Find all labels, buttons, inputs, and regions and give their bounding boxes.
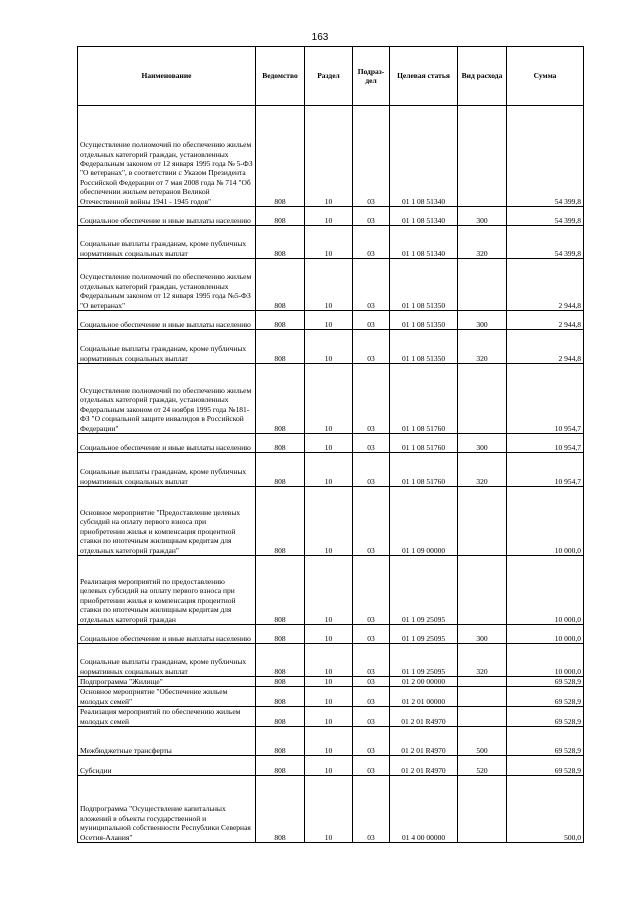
cell-subsection: 03 — [353, 756, 390, 776]
cell-target: 01 1 08 51350 — [390, 259, 458, 311]
cell-target: 01 1 09 25095 — [390, 625, 458, 644]
cell-expense — [458, 707, 507, 727]
cell-subsection: 03 — [353, 727, 390, 756]
cell-section: 10 — [305, 330, 353, 364]
cell-target: 01 1 08 51350 — [390, 330, 458, 364]
header-amount: Сумма — [507, 47, 584, 106]
table-row — [78, 207, 584, 226]
cell-name: Социальное обеспечение и иные выплаты населению — [78, 434, 256, 453]
cell-dept: 808 — [256, 106, 305, 207]
cell-dept: 808 — [256, 207, 305, 226]
cell-section: 10 — [305, 556, 353, 625]
table-row — [78, 311, 584, 330]
table-row — [78, 677, 584, 687]
cell-expense: 520 — [458, 756, 507, 776]
cell-expense: 320 — [458, 330, 507, 364]
cell-section: 10 — [305, 207, 353, 226]
cell-subsection: 03 — [353, 311, 390, 330]
table-row — [78, 226, 584, 259]
table-row — [78, 644, 584, 677]
cell-section: 10 — [305, 625, 353, 644]
cell-name: Реализация мероприятий по обеспечению жильем молодых семей — [78, 707, 256, 727]
cell-expense: 300 — [458, 625, 507, 644]
cell-expense: 320 — [458, 226, 507, 259]
cell-dept: 808 — [256, 756, 305, 776]
cell-section: 10 — [305, 776, 353, 843]
cell-section: 10 — [305, 311, 353, 330]
cell-subsection: 03 — [353, 259, 390, 311]
cell-amount: 54 399,8 — [507, 226, 584, 259]
cell-target: 01 2 01 R4970 — [390, 756, 458, 776]
cell-name: Осуществление полномочий по обеспечению жильем отдельных категорий граждан, установленных Федеральным законом от 24 ноября 1995 года №181-ФЗ "О социальной защите инвалидов в Российской Федерации" — [78, 364, 256, 434]
cell-expense — [458, 106, 507, 207]
cell-subsection: 03 — [353, 434, 390, 453]
cell-section: 10 — [305, 434, 353, 453]
budget-table — [77, 46, 584, 843]
cell-name: Основное мероприятие "Обеспечение жильем молодых семей" — [78, 687, 256, 707]
cell-name: Социальное обеспечение и иные выплаты населению — [78, 207, 256, 226]
cell-expense: 320 — [458, 644, 507, 677]
cell-target: 01 1 08 51340 — [390, 207, 458, 226]
cell-expense — [458, 556, 507, 625]
cell-dept: 808 — [256, 687, 305, 707]
cell-amount: 69 528,9 — [507, 707, 584, 727]
cell-expense: 300 — [458, 207, 507, 226]
cell-amount: 2 944,8 — [507, 259, 584, 311]
cell-subsection: 03 — [353, 330, 390, 364]
table-row — [78, 687, 584, 707]
cell-section: 10 — [305, 677, 353, 687]
cell-name: Социальное обеспечение и иные выплаты населению — [78, 625, 256, 644]
cell-section: 10 — [305, 106, 353, 207]
cell-target: 01 1 08 51760 — [390, 434, 458, 453]
cell-dept: 808 — [256, 434, 305, 453]
header-name: Наименование — [78, 47, 256, 106]
page-number: 163 — [311, 32, 329, 43]
cell-expense — [458, 677, 507, 687]
cell-dept: 808 — [256, 727, 305, 756]
cell-amount: 2 944,8 — [507, 330, 584, 364]
header-target: Целевая статья — [390, 47, 458, 106]
header-expense: Вид расхода — [458, 47, 507, 106]
cell-target: 01 1 09 25095 — [390, 556, 458, 625]
cell-expense: 500 — [458, 727, 507, 756]
cell-section: 10 — [305, 364, 353, 434]
cell-subsection: 03 — [353, 707, 390, 727]
cell-name: Социальное обеспечение и иные выплаты населению — [78, 311, 256, 330]
cell-section: 10 — [305, 687, 353, 707]
cell-name: Осуществление полномочий по обеспечению жильем отдельных категорий граждан, установленных Федеральным законом от 12 января 1995 года № 5-ФЗ "О ветеранах", в соответствии с Указом Президента Российской Федерации от 7 мая 2008 года № 714 "Об обеспечении жильем ветеранов Великой Отечественной войны 1941 - 1945 годов" — [78, 106, 256, 207]
cell-target: 01 1 09 00000 — [390, 487, 458, 556]
cell-name: Межбюджетные трансферты — [78, 727, 256, 756]
table-row — [78, 487, 584, 556]
cell-amount: 10 000,0 — [507, 625, 584, 644]
cell-expense — [458, 776, 507, 843]
cell-amount: 54 399,8 — [507, 106, 584, 207]
cell-amount: 54 399,8 — [507, 207, 584, 226]
cell-amount: 10 000,0 — [507, 556, 584, 625]
cell-amount: 69 528,9 — [507, 677, 584, 687]
cell-target: 01 1 09 25095 — [390, 644, 458, 677]
cell-dept: 808 — [256, 776, 305, 843]
cell-section: 10 — [305, 453, 353, 487]
cell-name: Социальные выплаты гражданам, кроме публичных нормативных социальных выплат — [78, 226, 256, 259]
cell-section: 10 — [305, 707, 353, 727]
table-row — [78, 625, 584, 644]
cell-amount: 10 954,7 — [507, 364, 584, 434]
table-row — [78, 556, 584, 625]
cell-target: 01 1 08 51760 — [390, 453, 458, 487]
table-row — [78, 106, 584, 207]
cell-dept: 808 — [256, 453, 305, 487]
table-row — [78, 364, 584, 434]
cell-subsection: 03 — [353, 677, 390, 687]
cell-dept: 808 — [256, 330, 305, 364]
cell-subsection: 03 — [353, 487, 390, 556]
cell-name: Реализация мероприятий по предоставлению целевых субсидий на оплату первого взноса при приобретении жилья и компенсация процентной ставки по ипотечным жилищным кредитам для отдельных категорий граждан — [78, 556, 256, 625]
cell-expense: 300 — [458, 434, 507, 453]
cell-dept: 808 — [256, 677, 305, 687]
cell-subsection: 03 — [353, 644, 390, 677]
cell-expense — [458, 687, 507, 707]
cell-target: 01 1 08 51340 — [390, 226, 458, 259]
cell-name: Социальные выплаты гражданам, кроме публичных нормативных социальных выплат — [78, 330, 256, 364]
cell-dept: 808 — [256, 311, 305, 330]
cell-section: 10 — [305, 226, 353, 259]
cell-dept: 808 — [256, 625, 305, 644]
cell-name: Социальные выплаты гражданам, кроме публичных нормативных социальных выплат — [78, 644, 256, 677]
header-section: Раздел — [305, 47, 353, 106]
cell-target: 01 2 00 00000 — [390, 677, 458, 687]
cell-section: 10 — [305, 487, 353, 556]
table-row — [78, 707, 584, 727]
cell-amount: 10 954,7 — [507, 453, 584, 487]
cell-expense: 320 — [458, 453, 507, 487]
header-row — [78, 47, 584, 106]
cell-subsection: 03 — [353, 207, 390, 226]
cell-dept: 808 — [256, 644, 305, 677]
cell-expense — [458, 364, 507, 434]
cell-subsection: 03 — [353, 625, 390, 644]
cell-dept: 808 — [256, 226, 305, 259]
cell-expense — [458, 259, 507, 311]
table-row — [78, 756, 584, 776]
table-row — [78, 453, 584, 487]
cell-target: 01 4 00 00000 — [390, 776, 458, 843]
header-subsection: Подраз- дел — [353, 47, 390, 106]
cell-amount: 10 000,0 — [507, 487, 584, 556]
cell-amount: 10 000,0 — [507, 644, 584, 677]
cell-section: 10 — [305, 644, 353, 677]
table-row — [78, 727, 584, 756]
cell-name: Подпрограмма "Осуществление капитальных вложений в объекты государственной и муниципальной собственности Республики Северная Осетия-Алания" — [78, 776, 256, 843]
cell-dept: 808 — [256, 364, 305, 434]
cell-subsection: 03 — [353, 776, 390, 843]
cell-name: Субсидии — [78, 756, 256, 776]
cell-amount: 69 528,9 — [507, 687, 584, 707]
cell-amount: 2 944,8 — [507, 311, 584, 330]
cell-dept: 808 — [256, 556, 305, 625]
cell-dept: 808 — [256, 487, 305, 556]
cell-name: Социальные выплаты гражданам, кроме публичных нормативных социальных выплат — [78, 453, 256, 487]
cell-dept: 808 — [256, 707, 305, 727]
cell-subsection: 03 — [353, 556, 390, 625]
cell-dept: 808 — [256, 259, 305, 311]
cell-section: 10 — [305, 259, 353, 311]
table-row — [78, 434, 584, 453]
cell-amount: 69 528,9 — [507, 756, 584, 776]
cell-section: 10 — [305, 756, 353, 776]
cell-target: 01 2 01 00000 — [390, 687, 458, 707]
header-dept: Ведомство — [256, 47, 305, 106]
cell-subsection: 03 — [353, 453, 390, 487]
cell-section: 10 — [305, 727, 353, 756]
cell-target: 01 1 08 51350 — [390, 311, 458, 330]
cell-target: 01 2 01 R4970 — [390, 707, 458, 727]
cell-name: Осуществление полномочий по обеспечению жильем отдельных категорий граждан, установленных Федеральным законом от 12 января 1995 года №5-ФЗ "О ветеранах" — [78, 259, 256, 311]
cell-target: 01 1 08 51340 — [390, 106, 458, 207]
cell-subsection: 03 — [353, 364, 390, 434]
cell-subsection: 03 — [353, 687, 390, 707]
cell-name: Основное мероприятие "Предоставление целевых субсидий на оплату первого взноса при приобретении жилья и компенсация процентной ставки по ипотечным жилищным кредитам для отдельных категорий граждан" — [78, 487, 256, 556]
cell-subsection: 03 — [353, 226, 390, 259]
cell-name: Подпрограмма "Жилище" — [78, 677, 256, 687]
cell-amount: 69 528,9 — [507, 727, 584, 756]
cell-target: 01 1 08 51760 — [390, 364, 458, 434]
cell-expense — [458, 487, 507, 556]
table-row — [78, 330, 584, 364]
cell-amount: 10 954,7 — [507, 434, 584, 453]
cell-amount: 500,0 — [507, 776, 584, 843]
cell-subsection: 03 — [353, 106, 390, 207]
table-row — [78, 776, 584, 843]
table-row — [78, 259, 584, 311]
cell-target: 01 2 01 R4970 — [390, 727, 458, 756]
cell-expense: 300 — [458, 311, 507, 330]
